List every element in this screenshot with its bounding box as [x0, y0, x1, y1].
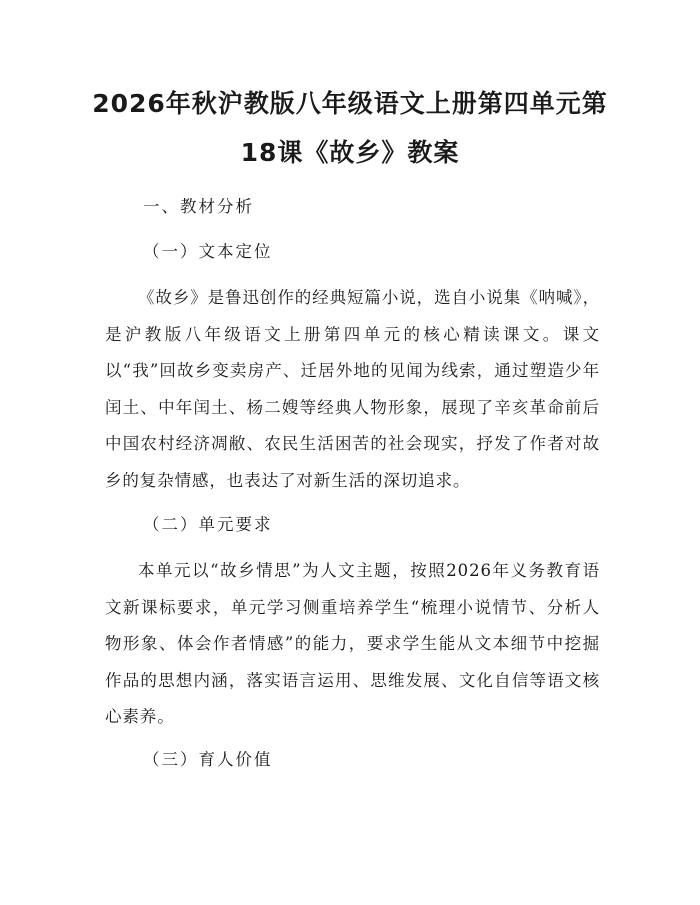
subsection-heading-text-positioning: （一）文本定位 [143, 242, 273, 261]
paragraph-unit-requirements: 本单元以“故乡情思”为人文主题，按照2026年义务教育语文新课标要求，单元学习侧重培养学生“梳理小说情节、分析人物形象、体会作者情感”的能力，要求学生能从文本细节中挖掘作品的思想内涵，落实语言运用、思维发展、文化自信等语文核心素养。 [105, 561, 600, 726]
subsection-heading-unit-requirements: （二）单元要求 [143, 515, 273, 534]
document-title-line-1: 2026年秋沪教版八年级语文上册第四单元第 [92, 89, 608, 118]
section-heading-textbook-analysis: 一、教材分析 [143, 197, 254, 216]
paragraph-text-positioning: 《故乡》是鲁迅创作的经典短篇小说，选自小说集《呐喊》，是沪教版八年级语文上册第四单元的核心精读课文。课文以“我”回故乡变卖房产、迁居外地的见闻为线索，通过塑造少年闰土、中年闰土、杨二嫂等经典人物形象，展现了辛亥革命前后中国农村经济凋敝、农民生活困苦的社会现实，抒发了作者对故乡的复杂情感，也表达了对新生活的深切追求。 [105, 288, 600, 490]
document-title-line-2: 18课《故乡》教案 [240, 138, 460, 167]
subsection-heading-educational-value: （三）育人价值 [143, 750, 273, 769]
